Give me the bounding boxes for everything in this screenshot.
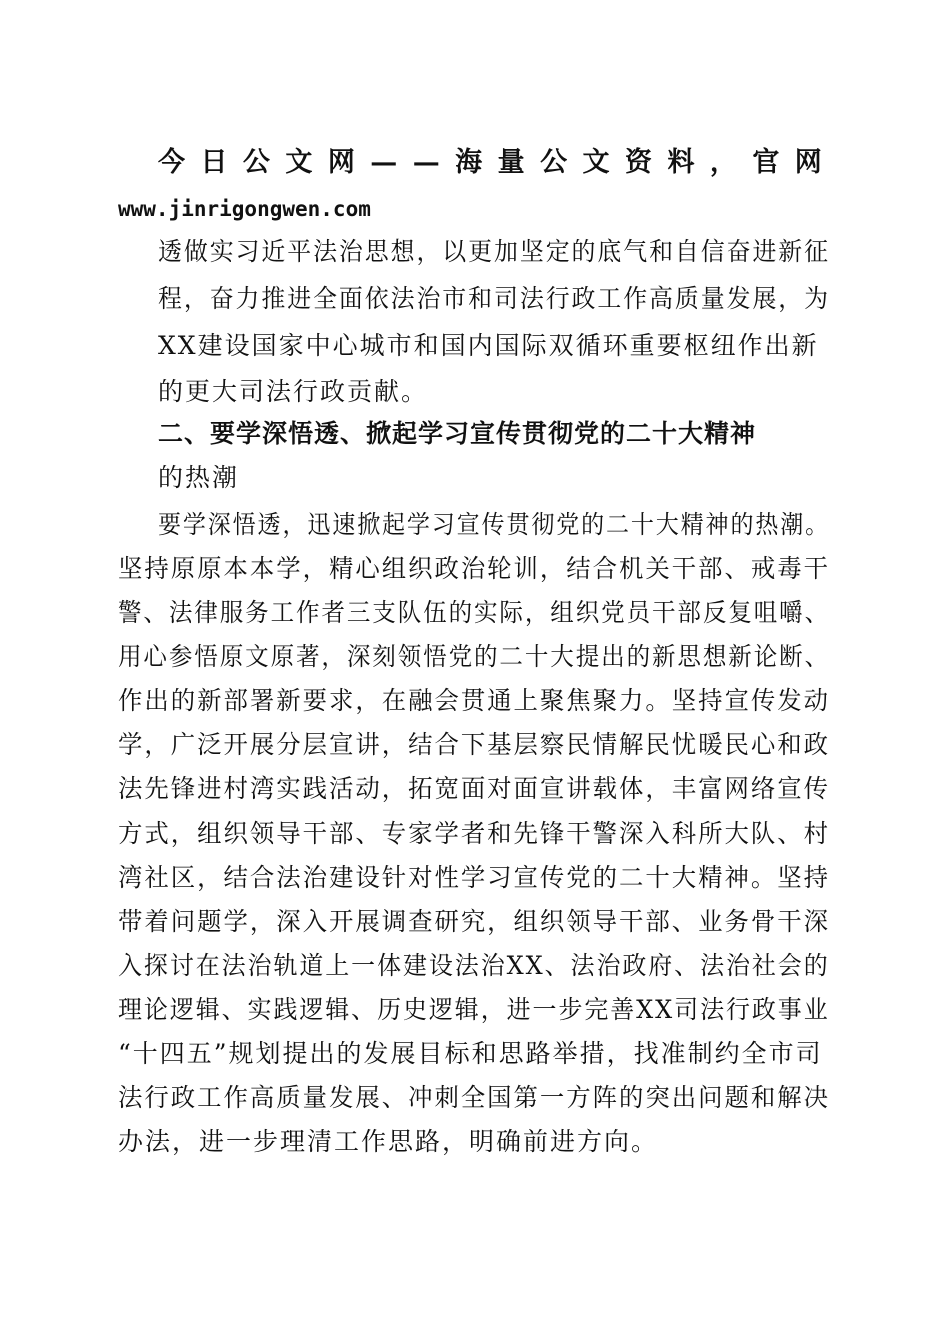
site-header-title xyxy=(158,146,822,180)
body-line: 法行政工作高质量发展、冲刺全国第一方阵的突出问题和解决 xyxy=(118,1083,831,1112)
header-char: 公 xyxy=(540,147,568,178)
body-line: XX建设国家中心城市和国内国际双循环重要枢纽作出新 xyxy=(158,331,819,360)
body-line: 理论逻辑、实践逻辑、历史逻辑，进一步完善XX司法行政事业 xyxy=(118,995,830,1024)
body-line: 湾社区，结合法治建设针对性学习宣传党的二十大精神。坚持 xyxy=(118,863,831,892)
section-heading: 二、要学深悟透、掀起学习宣传贯彻党的二十大精神 xyxy=(158,419,757,448)
header-char: 量 xyxy=(497,147,525,178)
section-heading-continued: 的热潮 xyxy=(158,463,240,492)
body-line: 法先锋进村湾实践活动，拓宽面对面宣讲载体，丰富网络宣传 xyxy=(118,774,831,803)
body-line: 办法，进一步理清工作思路，明确前进方向。 xyxy=(118,1127,659,1156)
header-char: 海 xyxy=(455,147,483,178)
header-char: — xyxy=(370,147,398,178)
body-line: 警、法律服务工作者三支队伍的实际，组织党员干部反复咀嚼、 xyxy=(118,598,831,627)
header-char: 公 xyxy=(242,147,270,178)
body-line: 透做实习近平法治思想，以更加坚定的底气和自信奋进新征 xyxy=(158,237,831,266)
body-line: 程，奋力推进全面依法治市和司法行政工作高质量发展，为 xyxy=(158,284,831,313)
header-char: — xyxy=(412,147,440,178)
header-char: ， xyxy=(709,147,737,178)
header-char: 资 xyxy=(624,147,652,178)
header-char: 料 xyxy=(667,147,695,178)
body-line: 的更大司法行政贡献。 xyxy=(158,377,429,406)
body-line: 学，广泛开展分层宣讲，结合下基层察民情解民忧暖民心和政 xyxy=(118,730,831,759)
body-line: 坚持原原本本学，精心组织政治轮训，结合机关干部、戒毒干 xyxy=(118,554,831,583)
body-line: “十四五”规划提出的发展目标和思路举措，找准制约全市司 xyxy=(118,1039,823,1068)
body-line: 要学深悟透，迅速掀起学习宣传贯彻党的二十大精神的热潮。 xyxy=(158,510,831,539)
site-url: www.jinrigongwen.com xyxy=(118,197,371,221)
header-char: 今 xyxy=(158,147,185,178)
header-char: 网 xyxy=(794,147,822,178)
body-line: 作出的新部署新要求，在融会贯通上聚焦聚力。坚持宣传发动 xyxy=(118,686,831,715)
body-line: 方式，组织领导干部、专家学者和先锋干警深入科所大队、村 xyxy=(118,819,831,848)
header-char: 官 xyxy=(752,147,780,178)
header-char: 网 xyxy=(327,147,355,178)
body-line: 入探讨在法治轨道上一体建设法治XX、法治政府、法治社会的 xyxy=(118,951,830,980)
header-char: 文 xyxy=(285,147,313,178)
body-line: 用心参悟原文原著，深刻领悟党的二十大提出的新思想新论断、 xyxy=(118,642,831,671)
header-char: 文 xyxy=(582,147,610,178)
body-line: 带着问题学，深入开展调查研究，组织领导干部、业务骨干深 xyxy=(118,907,831,936)
header-char: 日 xyxy=(200,147,228,178)
